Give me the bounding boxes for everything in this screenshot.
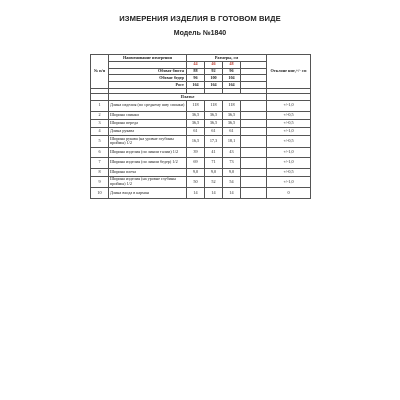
- row-value: 14: [187, 188, 205, 198]
- row-value: 36,5: [187, 119, 205, 127]
- row-name: Ширина изделия (по линии талии) 1/2: [109, 147, 187, 157]
- row-deviation: +/-1,0: [267, 158, 311, 168]
- row-value: 52: [205, 176, 223, 188]
- header-num: № п/п: [91, 55, 109, 89]
- size-48: 48: [223, 61, 241, 68]
- row-number: 2: [91, 111, 109, 119]
- param-value: 104: [223, 75, 241, 82]
- param-value: 88: [187, 68, 205, 75]
- param-label: Обхват бюста: [109, 68, 187, 75]
- row-deviation: +/-0,5: [267, 136, 311, 148]
- row-deviation: +/-0,5: [267, 168, 311, 176]
- row-value: 9,0: [187, 168, 205, 176]
- row-value: 36,5: [187, 111, 205, 119]
- row-deviation: +/-0,5: [267, 119, 311, 127]
- row-value: 36,5: [223, 119, 241, 127]
- row-value: 54: [223, 176, 241, 188]
- row-value: 69: [187, 158, 205, 168]
- row-value: 61: [223, 127, 241, 135]
- row-name: Длина изделия (по среднему шву спинки): [109, 101, 187, 111]
- table-row: [91, 119, 311, 127]
- row-name: Длина входа в карман: [109, 188, 187, 198]
- row-value: 118: [187, 101, 205, 111]
- row-value: 36,5: [205, 111, 223, 119]
- table-row: [91, 111, 311, 119]
- row-value: 36,5: [223, 111, 241, 119]
- row-name: Ширина изделия (на уровне глубины проймы) 1/2: [109, 176, 187, 188]
- table-row: [91, 158, 311, 168]
- param-value: 100: [205, 75, 223, 82]
- row-deviation: +/-1,0: [267, 127, 311, 135]
- row-deviation: +/-1,0: [267, 101, 311, 111]
- table-row: [91, 188, 311, 198]
- row-number: 8: [91, 168, 109, 176]
- row-value: 36,5: [205, 119, 223, 127]
- row-value: 18,1: [223, 136, 241, 148]
- table-row: [91, 127, 311, 135]
- row-value: 14: [223, 188, 241, 198]
- row-deviation: +/-0,5: [267, 111, 311, 119]
- row-name: Ширина переда: [109, 119, 187, 127]
- param-value: 164: [205, 82, 223, 89]
- param-value: 164: [223, 82, 241, 89]
- row-name: Ширина спинки: [109, 111, 187, 119]
- row-name: Ширина плеча: [109, 168, 187, 176]
- row-value: 61: [187, 127, 205, 135]
- row-number: 5: [91, 136, 109, 148]
- size-46: 46: [205, 61, 223, 68]
- header-sizes: Размеры, см: [187, 55, 267, 62]
- row-value: 118: [223, 101, 241, 111]
- row-number: 7: [91, 158, 109, 168]
- param-value: 96: [187, 75, 205, 82]
- row-number: 3: [91, 119, 109, 127]
- row-number: 1: [91, 101, 109, 111]
- row-value: 118: [205, 101, 223, 111]
- row-value: 16,5: [187, 136, 205, 148]
- table-row: [91, 176, 311, 188]
- group-row: [91, 94, 311, 101]
- row-number: 6: [91, 147, 109, 157]
- row-value: 71: [205, 158, 223, 168]
- table-row: [91, 168, 311, 176]
- row-name: Ширина изделия (по линии бедер) 1/2: [109, 158, 187, 168]
- row-value: 39: [187, 147, 205, 157]
- row-deviation: +/-1,0: [267, 176, 311, 188]
- row-value: 14: [205, 188, 223, 198]
- row-value: 9,0: [223, 168, 241, 176]
- param-value: 92: [205, 68, 223, 75]
- table-row: [91, 136, 311, 148]
- row-value: 43: [223, 147, 241, 157]
- document-title: ИЗМЕРЕНИЯ ИЗДЕЛИЯ В ГОТОВОМ ВИДЕ: [119, 14, 281, 23]
- row-deviation: 0: [267, 188, 311, 198]
- row-value: 9,0: [205, 168, 223, 176]
- row-name: Ширина рукава (на уровне глубины проймы) 1/2: [109, 136, 187, 148]
- measurements-table: [90, 54, 311, 199]
- header-deviation: Отклоне ние,+/- см: [267, 55, 311, 89]
- model-number: Модель №1840: [173, 30, 227, 37]
- row-deviation: +/-1,0: [267, 147, 311, 157]
- row-value: 17,3: [205, 136, 223, 148]
- row-value: 73: [223, 158, 241, 168]
- param-label: Рост: [109, 82, 187, 89]
- param-value: 164: [187, 82, 205, 89]
- row-value: 41: [205, 147, 223, 157]
- row-name: Длина рукава: [109, 127, 187, 135]
- param-value: 96: [223, 68, 241, 75]
- table-row: [91, 147, 311, 157]
- row-number: 9: [91, 176, 109, 188]
- row-number: 10: [91, 188, 109, 198]
- header-name: Наименование измерения: [109, 55, 187, 62]
- size-44: 44: [187, 61, 205, 68]
- table-row: [91, 101, 311, 111]
- row-value: 50: [187, 176, 205, 188]
- header-row-1: [91, 55, 311, 62]
- group-label: Платье: [109, 94, 267, 101]
- row-number: 4: [91, 127, 109, 135]
- row-value: 61: [205, 127, 223, 135]
- param-label: Обхват бедер: [109, 75, 187, 82]
